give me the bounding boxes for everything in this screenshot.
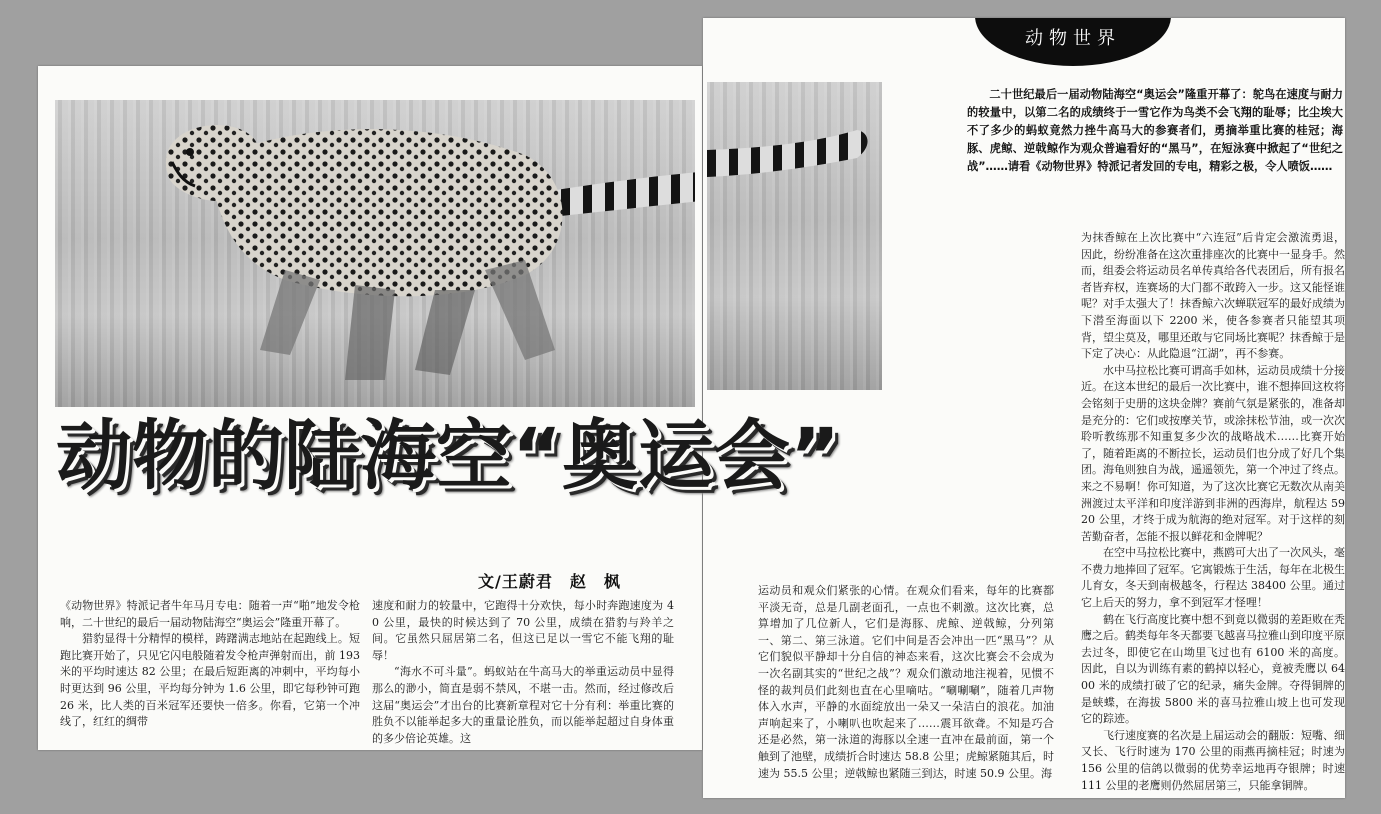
article-column-4 — [1081, 230, 1345, 798]
cheetah-illustration — [55, 100, 695, 407]
article-column-2 — [372, 598, 674, 750]
cheetah-photo — [55, 100, 695, 407]
paragraph: “海水不可斗量”。蚂蚁站在牛高马大的举重运动员中显得那么的渺小，简直是弱不禁风，不堪一击。然而，经过修改后这届“奥运会”才出台的比赛新章程对它十分有利：举重比赛的胜负不以能举起多大的重量论胜负，而以能举起超过自身体重的多少倍论英雄。这 — [372, 665, 674, 745]
paragraph: 为抹香鲸在上次比赛中“六连冠”后肯定会激流勇退，因此，纷纷准备在这次重排座次的比赛中一显身手。然而，组委会将运动员名单传真给各代表团后，所有报名者皆弃权，连赛场的大门都不敢跨入一步。这又能怪谁呢？对手太强大了！抹香鲸六次蝉联冠军的最好成绩为下潜至海面以下 2200 米，使各参赛者只能望其项背，望尘莫及，哪里还敢与它同场比赛呢？抹香鲸于是下定了决心：从此隐退“江湖”，再不参赛。 — [1081, 231, 1345, 361]
cheetah-tail-illustration — [707, 82, 882, 390]
section-tab: 动物世界 — [975, 18, 1171, 66]
paragraph: 《动物世界》特派记者牛年马月专电：随着一声“啪”地发令枪响，二十世纪的最后一届动物陆海空“奥运会”隆重开幕了。 — [60, 599, 360, 629]
intro-text: 二十世纪最后一届动物陆海空“奥运会”隆重开幕了：鸵鸟在速度与耐力的较量中，以第二名的成绩终于一雪它作为鸟类不会飞翔的耻辱；比尘埃大不了多少的蚂蚁竟然力挫牛高马大的参赛者们，勇摘举重比赛的桂冠；海豚、虎鲸、逆戟鲸作为观众普遍看好的“黑马”，在短泳赛中掀起了“世纪之战”……请看《动物世界》特派记者发回的专电，精彩之极，令人喷饭…… — [967, 88, 1343, 173]
cheetah-tail-photo — [707, 82, 882, 390]
right-page — [703, 18, 1345, 798]
left-page — [38, 66, 702, 750]
paragraph: 速度和耐力的较量中，它跑得十分欢快，每小时奔跑速度为 40 公里，最快的时候达到了 70 公里，成绩在猎豹与羚羊之间。它虽然只屈居第二名，但这已足以一雪它不能飞翔的耻辱！ — [372, 599, 674, 662]
paragraph: 水中马拉松比赛可谓高手如林，运动员成绩十分接近。在这本世纪的最后一次比赛中，谁不想捧回这枚将会铭刻于史册的这块金牌？赛前气氛是紧张的，准备却是充分的：它们或按摩关节，或涂抹松节油，或一次次聆听教练那不知重复多少次的战略战术……比赛开始了，随着距离的不断拉长，运动员们也分成了好几个集团。海龟则独自为战，遥遥领先，第一个冲过了终点。来之不易啊！你可知道，为了这次比赛它无数次从南美洲渡过太平洋和印度洋游到非洲的西海岸，航程达 5920 公里，才终于成为航海的绝对冠军。对于这样的刻苦勤奋者，怎能不报以鲜花和金牌呢？ — [1081, 363, 1345, 543]
paragraph: 在空中马拉松比赛中，燕鸥可大出了一次风头，毫不费力地捧回了冠军。它寓锻炼于生活，每年在北极生儿育女，冬天到南极越冬，行程达 38400 公里。通过它上后天的努力，拿不到冠军才怪哩！ — [1081, 546, 1345, 610]
intro-summary — [967, 86, 1343, 176]
paragraph: 鹤在飞行高度比赛中想不到竟以微弱的差距败在秃鹰之后。鹤类每年冬天都要飞越喜马拉雅山到印度平原去过冬，即使它在山坳里飞过也有 6100 米的高度。因此，自以为训练有素的鹤掉以轻心，竟被秃鹰以 6400 米的成绩打破了它的纪录，痛失金牌。夺得铜牌的是蛱蝶，在海拔 5800 米的喜马拉雅山坡上也可发现它的踪迹。 — [1081, 612, 1345, 726]
article-column-3 — [758, 583, 1054, 798]
headline: 动物的陆海空“奥运会” — [56, 411, 840, 500]
article-column-1 — [60, 598, 360, 750]
paragraph: 猎豹显得十分精悍的模样，踌躇满志地站在起跑线上。短跑比赛开始了，只见它闪电般随着发令枪声弹射而出，前 193 米的平均时速达 82 公里；在最后短距离的冲刺中，平均每小时更达到 96 公里，平均每分钟为 1.6 公里，即它每秒钟可跑 26 米，比人类的百米冠军还要快一倍多。你看，它第一个冲线了，红红的绸带 — [60, 632, 360, 729]
paragraph: 飞行速度赛的名次是上届运动会的翻版：短嘴、细又长、飞行时速为 170 公里的雨燕再摘桂冠；时速为 156 公里的信鸽以微弱的优势幸运地再夺银牌；时速 111 公里的老鹰则仍然屈居第三，只能拿铜牌。 — [1081, 728, 1345, 792]
paragraph: 运动员和观众们紧张的心情。在观众们看来，每年的比赛都平淡无奇，总是几副老面孔，一点也不刺激。这次比赛，总算增加了几位新人，它们是海豚、虎鲸、逆戟鲸，分列第一、第二、第三泳道。它们中间是否会冲出一匹“黑马”？从它们貌似平静却十分自信的神态来看，这次比赛会不会成为一次名副其实的“世纪之战”？观众们激动地注视着，见惯不怪的裁判员们此刻也直在心里嘀咕。“唰唰唰”，随着几声物体入水声，平静的水面绽放出一朵又一朵洁白的浪花。加油声响起来了，小喇叭也吹起来了……震耳欲聋。不知是巧合还是必然，第一泳道的海豚以全速一直冲在最前面，第一个触到了池壁，成绩折合时速达 58.8 公里；虎鲸紧随其后，时速为 55.5 公里；逆戟鲸也紧随三到达，时速 50.9 公里。海 — [758, 584, 1054, 780]
byline: 文/王蔚君 赵 枫 — [478, 572, 621, 591]
